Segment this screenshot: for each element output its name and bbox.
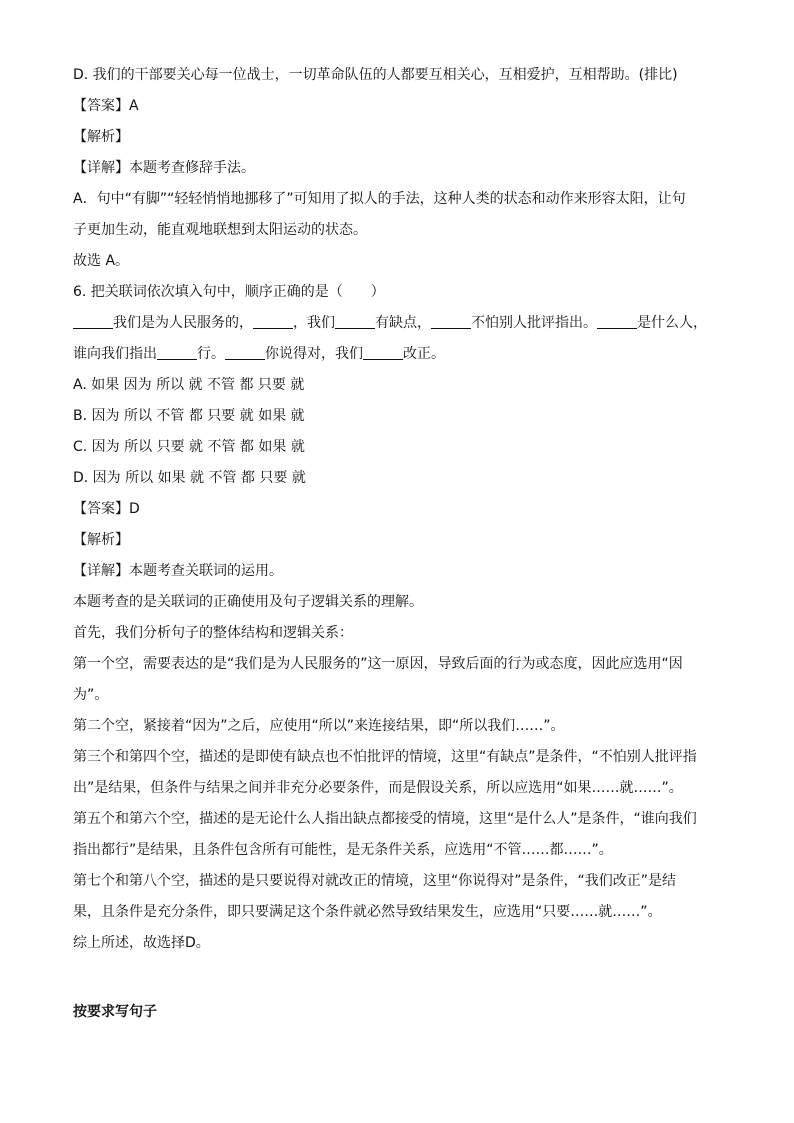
explanation-text: 第三个和第四个空，描述的是即使有缺点也不怕批评的情境，这里“有缺点”是条件，“不怕别人批评指 — [73, 749, 697, 765]
detail-text: A．句中“有脚”“轻轻悄悄地挪移了”可知用了拟人的手法，这种人类的状态和动作来形容太阳，让句 — [73, 191, 686, 207]
explanation-text: 第五个和第六个空，描述的是无论什么人指出缺点都接受的情境，这里“是什么人”是条件，“谁向我们 — [73, 811, 697, 827]
detail-label: 【详解】本题考查修辞手法。 — [73, 160, 255, 176]
analysis-label: 【解析】 — [73, 532, 129, 548]
analysis-label: 【解析】 — [73, 129, 129, 145]
fill-blank[interactable] — [253, 314, 293, 329]
explanation-text: 指出都行”是结果，且条件包含所有可能性，是无条件关系，应选用“不管……都……”。 — [73, 842, 613, 858]
option-d: D. 因为 所以 如果 就 不管 都 只要 就 — [73, 470, 306, 486]
question-6-title: 6. 把关联词依次填入句中，顺序正确的是（ ） — [73, 284, 385, 300]
fill-blank[interactable] — [225, 345, 265, 360]
answer-label: 【答案】A — [73, 98, 139, 114]
explanation-text: 出”是结果，但条件与结果之间并非充分必要条件，而是假设关系，所以应选用“如果……就……”。 — [73, 780, 683, 796]
fill-blank[interactable] — [597, 314, 637, 329]
document-body — [73, 60, 723, 959]
option-d-previous: D. 我们的干部要关心每一位战士，一切革命队伍的人都要互相关心，互相爱护，互相帮助。(排比) — [73, 67, 678, 83]
section-heading: 按要求写句子 — [73, 1004, 157, 1020]
fill-blank[interactable] — [431, 314, 471, 329]
option-a: A. 如果 因为 所以 就 不管 都 只要 就 — [73, 377, 305, 393]
answer-label: 【答案】D — [73, 501, 140, 517]
fill-blank[interactable] — [363, 345, 403, 360]
question-6-sentence-line-2: 谁向我们指出 行。 你说得对，我们 改正。 — [73, 346, 445, 362]
choice-text: 故选 A。 — [73, 253, 130, 269]
explanation-text: 第一个空，需要表达的是“我们是为人民服务的”这一原因，导致后面的行为或态度，因此应选用“因 — [73, 656, 683, 672]
explanation-text: 果，且条件是充分条件，即只要满足这个条件就必然导致结果发生，应选用“只要……就……”。 — [73, 904, 662, 920]
explanation-text: 第二个空，紧接着“因为”之后，应使用“所以”来连接结果，即“所以我们……”。 — [73, 718, 565, 734]
option-b: B. 因为 所以 不管 都 只要 就 如果 就 — [73, 408, 305, 424]
fill-blank[interactable] — [335, 314, 375, 329]
conclusion-text: 综上所述，故选择D。 — [73, 935, 210, 951]
explanation-text: 首先，我们分析句子的整体结构和逻辑关系： — [73, 625, 353, 641]
fill-blank[interactable] — [157, 345, 197, 360]
detail-text: 子更加生动，能直观地联想到太阳运动的状态。 — [73, 222, 367, 238]
explanation-text: 为”。 — [73, 687, 109, 703]
fill-blank[interactable] — [73, 314, 113, 329]
question-6-sentence-line-1: 我们是为人民服务的， ，我们 有缺点， 不怕别人批评指出。 是什么人， — [73, 308, 723, 339]
explanation-text: 本题考查的是关联词的正确使用及句子逻辑关系的理解。 — [73, 594, 423, 610]
detail-label: 【详解】本题考查关联词的运用。 — [73, 563, 283, 579]
explanation-text: 第七个和第八个空，描述的是只要说得对就改正的情境，这里“你说得对”是条件，“我们改正”是结 — [73, 873, 677, 889]
option-c: C. 因为 所以 只要 就 不管 都 如果 就 — [73, 439, 305, 455]
